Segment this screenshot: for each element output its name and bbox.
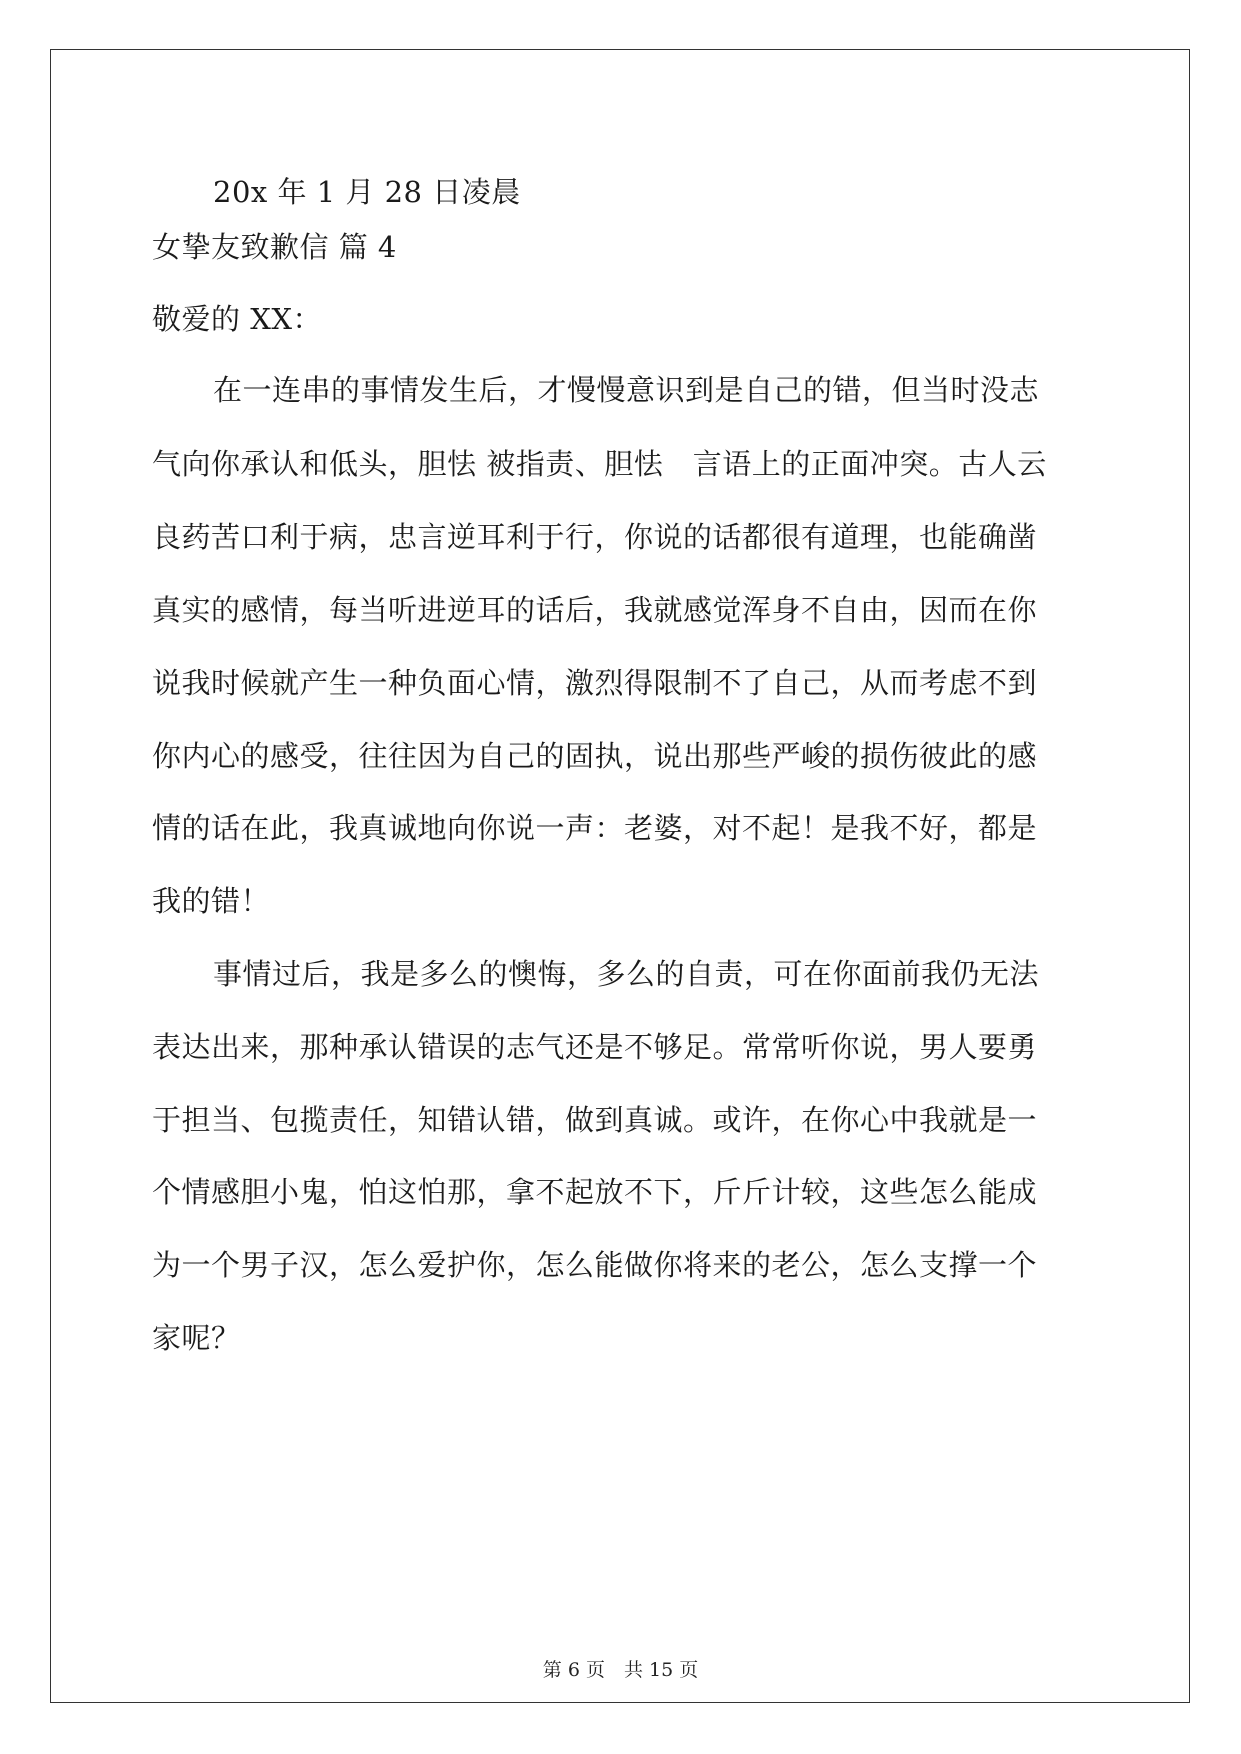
body-line: 家呢？ [152,1321,241,1355]
page-number: 第 6 页 共 15 页 [542,1659,699,1681]
section-heading: 女挚友致歉信 篇 4 [152,230,397,264]
body-line: 于担当、包揽责任，知错认错，做到真诚。或许，在你心中我就是一 [152,1103,1038,1137]
date-line: 20x 年 1 月 28 日凌晨 [213,175,521,209]
body-line: 气向你承认和低头，胆怯 被指责、胆怯 言语上的正面冲突。古人云 [152,447,1047,481]
body-line: 我的错！ [152,884,271,918]
body-line: 为一个男子汉，怎么爱护你，怎么能做你将来的老公，怎么支撑一个 [152,1248,1038,1282]
body-line: 表达出来，那种承认错误的志气还是不够足。常常听你说，男人要勇 [152,1030,1038,1064]
page-border [50,49,1190,1703]
body-line: 良药苦口利于病，忠言逆耳利于行，你说的话都很有道理，也能确凿 [152,520,1038,554]
body-line: 情的话在此，我真诚地向你说一声：老婆，对不起！是我不好，都是 [152,811,1038,845]
body-line: 在一连串的事情发生后，才慢慢意识到是自己的错，但当时没志 [213,373,1040,407]
body-line: 事情过后，我是多么的懊悔，多么的自责，可在你面前我仍无法 [213,957,1040,991]
salutation: 敬爱的 XX： [152,302,323,336]
body-line: 说我时候就产生一种负面心情，激烈得限制不了自己，从而考虑不到 [152,666,1038,700]
body-line: 个情感胆小鬼，怕这怕那，拿不起放不下，斤斤计较，这些怎么能成 [152,1175,1038,1209]
body-line: 你内心的感受，往往因为自己的固执，说出那些严峻的损伤彼此的感 [152,739,1038,773]
body-line: 真实的感情，每当听进逆耳的话后，我就感觉浑身不自由，因而在你 [152,593,1038,627]
